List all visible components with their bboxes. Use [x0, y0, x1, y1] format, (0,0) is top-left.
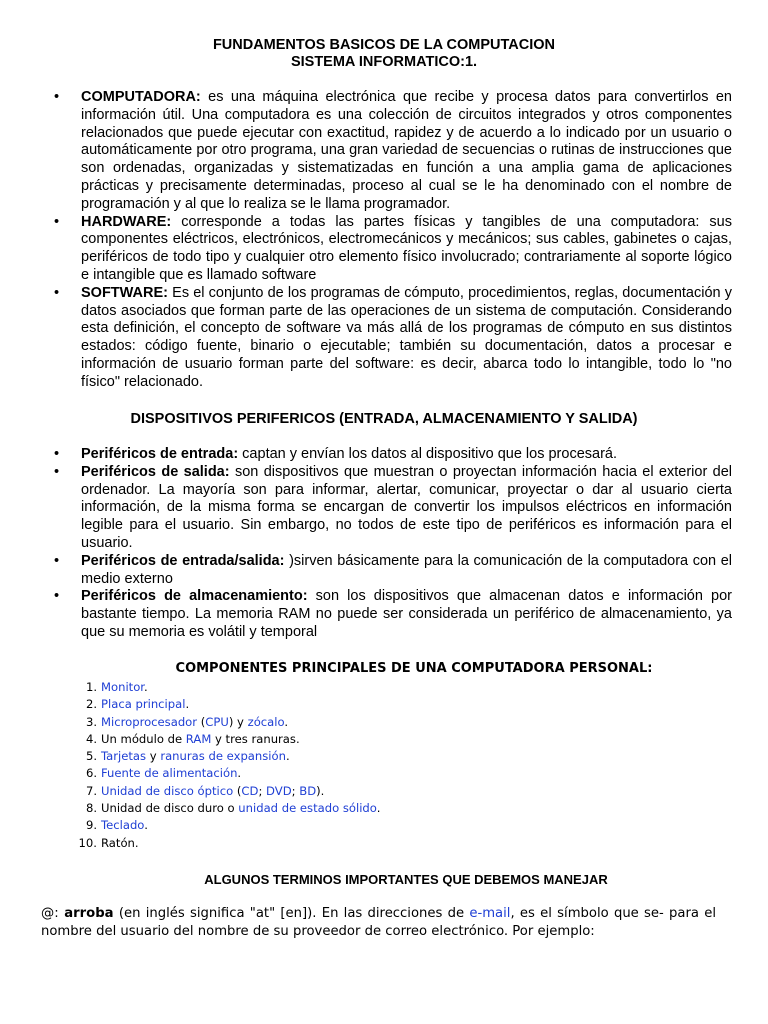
link-email[interactable]: e-mail — [469, 906, 511, 921]
item-text: Unidad de disco duro o — [101, 801, 239, 816]
components-list — [70, 679, 710, 852]
item-text: ). — [316, 783, 325, 798]
item-number: 3. — [85, 714, 97, 729]
item-text: . — [285, 749, 290, 764]
list-item — [70, 748, 710, 765]
section-heading-components: COMPONENTES PRINCIPALES DE UNA COMPUTADORA PERSONAL: — [175, 661, 653, 676]
list-item — [70, 696, 710, 713]
at-symbol: @: — [41, 906, 59, 921]
item-text: . — [144, 680, 148, 694]
item-number: 1. — [85, 680, 97, 694]
list-item — [70, 679, 710, 696]
section-heading-peripherals: DISPOSITIVOS PERIFERICOS (ENTRADA, ALMACENAMIENTO Y SALIDA) — [130, 411, 638, 427]
list-item — [70, 783, 710, 800]
item-text: ) y — [228, 714, 248, 729]
definitions-list — [54, 89, 732, 392]
link-tarjetas[interactable]: Tarjetas — [101, 749, 147, 764]
list-item — [70, 714, 710, 731]
bullet-icon: • — [54, 588, 60, 605]
item-text: ( — [197, 714, 206, 729]
item-number: 10. — [78, 835, 97, 850]
link-monitor[interactable]: Monitor — [101, 680, 145, 694]
list-item — [70, 800, 710, 817]
item-text: ; — [258, 783, 267, 798]
link-placa-principal[interactable]: Placa principal — [101, 697, 186, 712]
definition-text: son los dispositivos que almacenan datos e información por bastante tiempo. La memoria RAM no puede ser considerada un periférico de almacenamiento, ya que su memoria es volátil y temporal — [81, 588, 732, 640]
bullet-icon: • — [54, 552, 60, 569]
item-text: . — [284, 714, 289, 729]
bullet-icon: • — [54, 89, 60, 105]
item-text: Ratón. — [101, 835, 139, 850]
link-ranuras-expansion[interactable]: ranuras de expansión — [160, 749, 286, 764]
item-number: 6. — [85, 766, 97, 781]
list-item — [54, 89, 732, 214]
definition-text: (en inglés significa "at" [en]). En las direcciones de — [113, 906, 470, 921]
term-label: COMPUTADORA: — [81, 89, 201, 105]
item-text: y — [146, 749, 161, 764]
definition-text: son dispositivos que muestran o proyectan información hacia el exterior del ordenador. La mayoría son para informar, alertar, comunicar, proyectar o dar al usuario cierta información, de la misma forma se encargan de convertir los impulsos eléctricos en información legible para el usuario. Sin embargo, no todos de este tipo de periféricos es información para el usuario. — [81, 463, 733, 551]
link-microprocesador[interactable]: Microprocesador — [101, 714, 198, 729]
definition-text: )sirven básicamente para la comunicación de la computadora con el medio externo — [81, 552, 732, 587]
term-label: HARDWARE: — [81, 213, 172, 230]
link-cpu[interactable]: CPU — [205, 714, 229, 729]
item-text: . — [376, 801, 381, 816]
item-number: 5. — [85, 749, 97, 764]
peripherals-list — [54, 446, 732, 642]
list-item — [70, 817, 710, 834]
item-text: Un módulo de — [101, 731, 186, 746]
section-heading-terms: ALGUNOS TERMINOS IMPORTANTES QUE DEBEMOS MANEJAR — [204, 872, 608, 887]
term-label: Periféricos de almacenamiento: — [81, 588, 308, 605]
item-text: . — [144, 818, 148, 833]
item-text: ( — [233, 783, 242, 798]
item-number: 8. — [85, 801, 97, 816]
link-cd[interactable]: CD — [241, 783, 259, 798]
term-label: Periféricos de entrada: — [81, 446, 239, 462]
item-number: 4. — [85, 731, 97, 746]
definition-text: , es el símbolo que se- para el nombre del usuario del nombre de su proveedor de correo electrónico. Por ejemplo: — [41, 906, 716, 939]
item-number: 7. — [85, 783, 97, 798]
definition-text: corresponde a todas las partes físicas y tangibles de una computadora: sus componentes eléctricos, electrónicos, electromecánicos y mecánicos; sus cables, gabinetes o cajas, periféricos de todo tipo y cualquier otro elemento físico involucrado; contrariamente al soporte lógico e intangible que es llamado software — [81, 213, 732, 283]
list-item — [54, 446, 732, 464]
term-label: Periféricos de entrada/salida: — [81, 552, 285, 569]
item-text: . — [185, 697, 190, 712]
list-item — [70, 765, 710, 782]
definition-text: es una máquina electrónica que recibe y procesa datos para convertirlos en información útil. Una computadora es una colección de circuitos integrados y otros componentes relacionados que puede ejecutar con exactitud, rapidez y de acuerdo a lo indicado por un usuario o automáticamente por otro programa, una gran variedad de secuencias o rutinas de instrucciones que son ordenadas, organizadas y sistematizadas en función a una amplia gama de aplicaciones prácticas y precisamente determinadas, proceso al cual se le ha denominado con el nombre de programación y al que lo realiza se le llama programador. — [81, 89, 732, 212]
item-text: y tres ranuras. — [211, 731, 300, 746]
list-item — [70, 835, 710, 852]
definition-text: Es el conjunto de los programas de cómputo, procedimientos, reglas, documentación y datos asociados que forman parte de las operaciones de un sistema de computación. Considerando esta definición, el concepto de software va más allá de los programas de cómputo en sus distintos estados: código fuente, binario o ejecutable; también su documentación, datos a procesar e información de usuario forman parte del software: es decir, abarca todo lo intangible, todo lo "no físico" relacionado. — [81, 284, 732, 390]
list-item — [70, 731, 710, 748]
list-item — [54, 214, 732, 285]
link-estado-solido[interactable]: unidad de estado sólido — [238, 801, 377, 816]
link-teclado[interactable]: Teclado — [101, 818, 145, 833]
link-disco-optico[interactable]: Unidad de disco óptico — [101, 783, 234, 798]
definition-text: captan y envían los datos al dispositivo que los procesará. — [238, 446, 617, 462]
link-zocalo[interactable]: zócalo — [247, 714, 285, 729]
item-number: 9. — [85, 818, 97, 833]
link-fuente-alimentacion[interactable]: Fuente de alimentación — [101, 766, 238, 781]
bullet-icon: • — [54, 284, 60, 301]
list-item — [54, 553, 732, 589]
list-item — [54, 588, 732, 641]
bullet-icon: • — [54, 463, 60, 480]
bullet-icon: • — [54, 446, 60, 462]
arroba-paragraph — [41, 905, 716, 941]
term-label: Periféricos de salida: — [81, 463, 230, 480]
term-label: SOFTWARE: — [81, 284, 168, 301]
link-ram[interactable]: RAM — [185, 731, 212, 746]
item-number: 2. — [85, 697, 97, 712]
item-text: . — [237, 766, 242, 781]
document-title-line2: SISTEMA INFORMATICO:1. — [290, 54, 478, 70]
list-item — [54, 285, 732, 392]
item-text: ; — [291, 783, 300, 798]
term-label: arroba — [58, 906, 114, 921]
list-item — [54, 464, 732, 553]
link-dvd[interactable]: DVD — [266, 783, 292, 798]
document-title-line1: FUNDAMENTOS BASICOS DE LA COMPUTACION — [212, 37, 556, 53]
bullet-icon: • — [54, 213, 60, 230]
link-bd[interactable]: BD — [299, 783, 317, 798]
